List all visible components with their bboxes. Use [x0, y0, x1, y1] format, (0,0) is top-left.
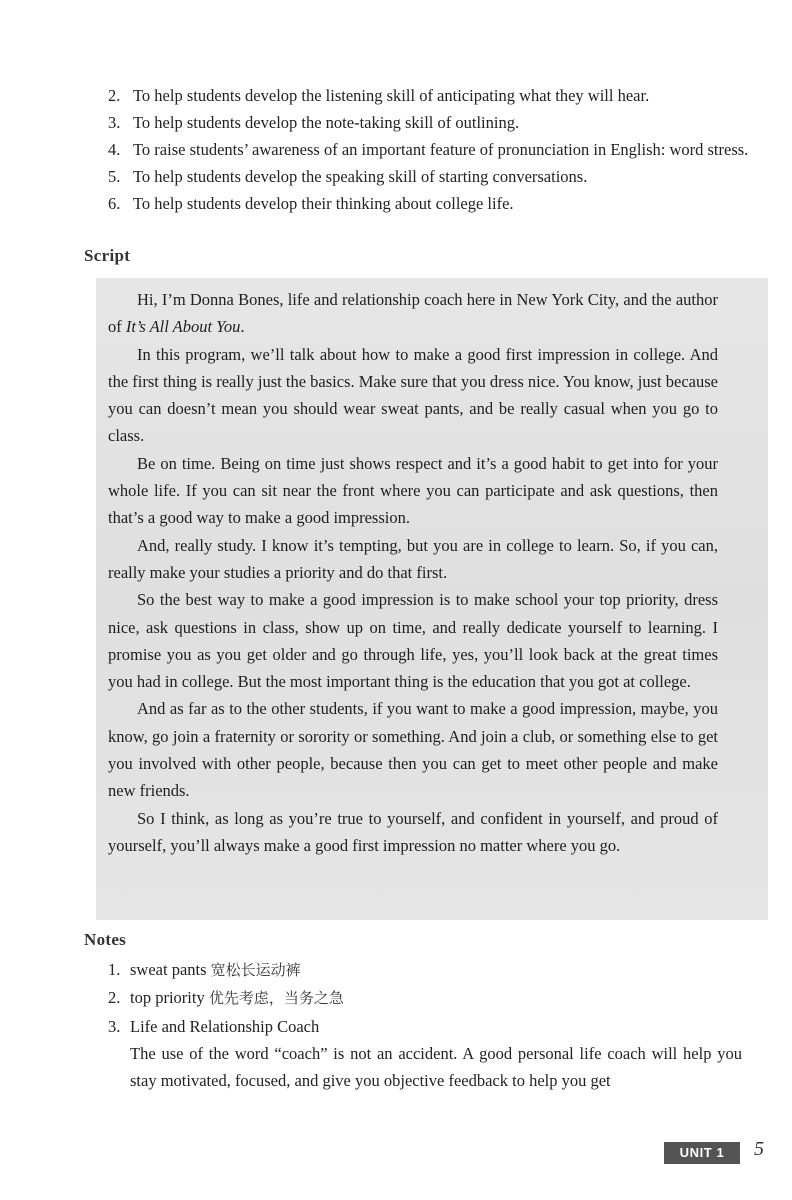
objective-item — [108, 109, 758, 136]
page-number: 5 — [754, 1138, 764, 1160]
script-paragraph: And, really study. I know it’s tempting, but you are in college to learn. So, if you can, really make your studies a priority and do that first. — [108, 535, 718, 582]
note-paragraph: The use of the word “coach” is not an accident. A good personal life coach will help you stay motivated, focused, and give you objective feedback to help you get — [130, 1043, 742, 1091]
objectives-list — [108, 82, 758, 217]
objective-number: 2. — [108, 86, 121, 105]
script-paragraph: Be on time. Being on time just shows respect and it’s a good habit to get into for your whole life. If you can sit near the front where you can participate and ask questions, then that’s a good way to make a good impression. — [108, 453, 718, 528]
objective-item — [108, 190, 758, 217]
note-term: Life and Relationship Coach — [130, 1016, 320, 1036]
note-item — [108, 984, 742, 1012]
note-content — [130, 984, 742, 1012]
objective-item — [108, 163, 758, 190]
script-paragraph: In this program, we’ll talk about how to make a good first impression in college. And the first thing is really just the basics. Make sure that you dress nice. You know, just because you can doesn’t mean you should wear sweat pants, and be really casual when you go to class. — [108, 344, 718, 446]
note-term: top priority — [130, 988, 205, 1008]
note-gloss: 宽松长运动裤 — [210, 961, 301, 979]
note-number: 1. — [108, 960, 121, 979]
objective-text: To raise students’ awareness of an important feature of pronunciation in English: word stress. — [133, 140, 749, 159]
objective-number: 4. — [108, 140, 121, 159]
unit-tab: UNIT 1 — [664, 1142, 740, 1164]
note-term: sweat pants — [130, 960, 207, 979]
note-number: 3. — [108, 1016, 121, 1036]
objective-text: To help students develop the note-taking skill of outlining. — [133, 113, 520, 132]
note-number: 2. — [108, 988, 121, 1008]
script-paragraph: So I think, as long as you’re true to yourself, and confident in yourself, and proud of yourself, you’ll always make a good first impression no matter where you go. — [108, 808, 718, 855]
objective-item — [108, 136, 758, 163]
script-paragraph: And as far as to the other students, if you want to make a good impression, maybe, you know, go join a fraternity or sorority or something. And join a club, or something else to get you involved with other people, because then you can get to meet other people and make new friends. — [108, 699, 718, 801]
notes-list — [108, 956, 742, 1094]
book-title: It’s All About You — [125, 317, 241, 337]
script-paragraph-text: Hi, I’m Donna Bones, life and relationship coach here in New York City, and the author of — [108, 290, 718, 337]
script-body — [108, 286, 718, 859]
notes-heading: Notes — [84, 930, 127, 949]
script-paragraph-end: . — [240, 317, 245, 337]
note-content — [130, 956, 742, 984]
note-content — [130, 1013, 742, 1095]
note-gloss: 优先考虑，当务之急 — [208, 989, 344, 1008]
objective-text: To help students develop the speaking skill of starting conversations. — [133, 167, 588, 186]
script-paragraph: So the best way to make a good impression is to make school your top priority, dress nice, ask questions in class, show up on time, and really dedicate yourself to learning. I promise you as you get older and go through life, yes, you’ll look back at the great times you had in college. But the most important thing is the education that you got at college. — [108, 590, 718, 692]
objective-text: To help students develop their thinking about college life. — [133, 194, 514, 213]
objective-number: 6. — [108, 194, 121, 213]
objective-text: To help students develop the listening skill of anticipating what they will hear. — [133, 86, 650, 105]
objective-number: 3. — [108, 113, 121, 132]
script-heading: Script — [84, 246, 131, 265]
objective-number: 5. — [108, 167, 121, 186]
note-item — [108, 956, 742, 984]
objective-item — [108, 82, 758, 109]
script-paragraph — [108, 286, 718, 341]
note-item — [108, 1013, 742, 1095]
